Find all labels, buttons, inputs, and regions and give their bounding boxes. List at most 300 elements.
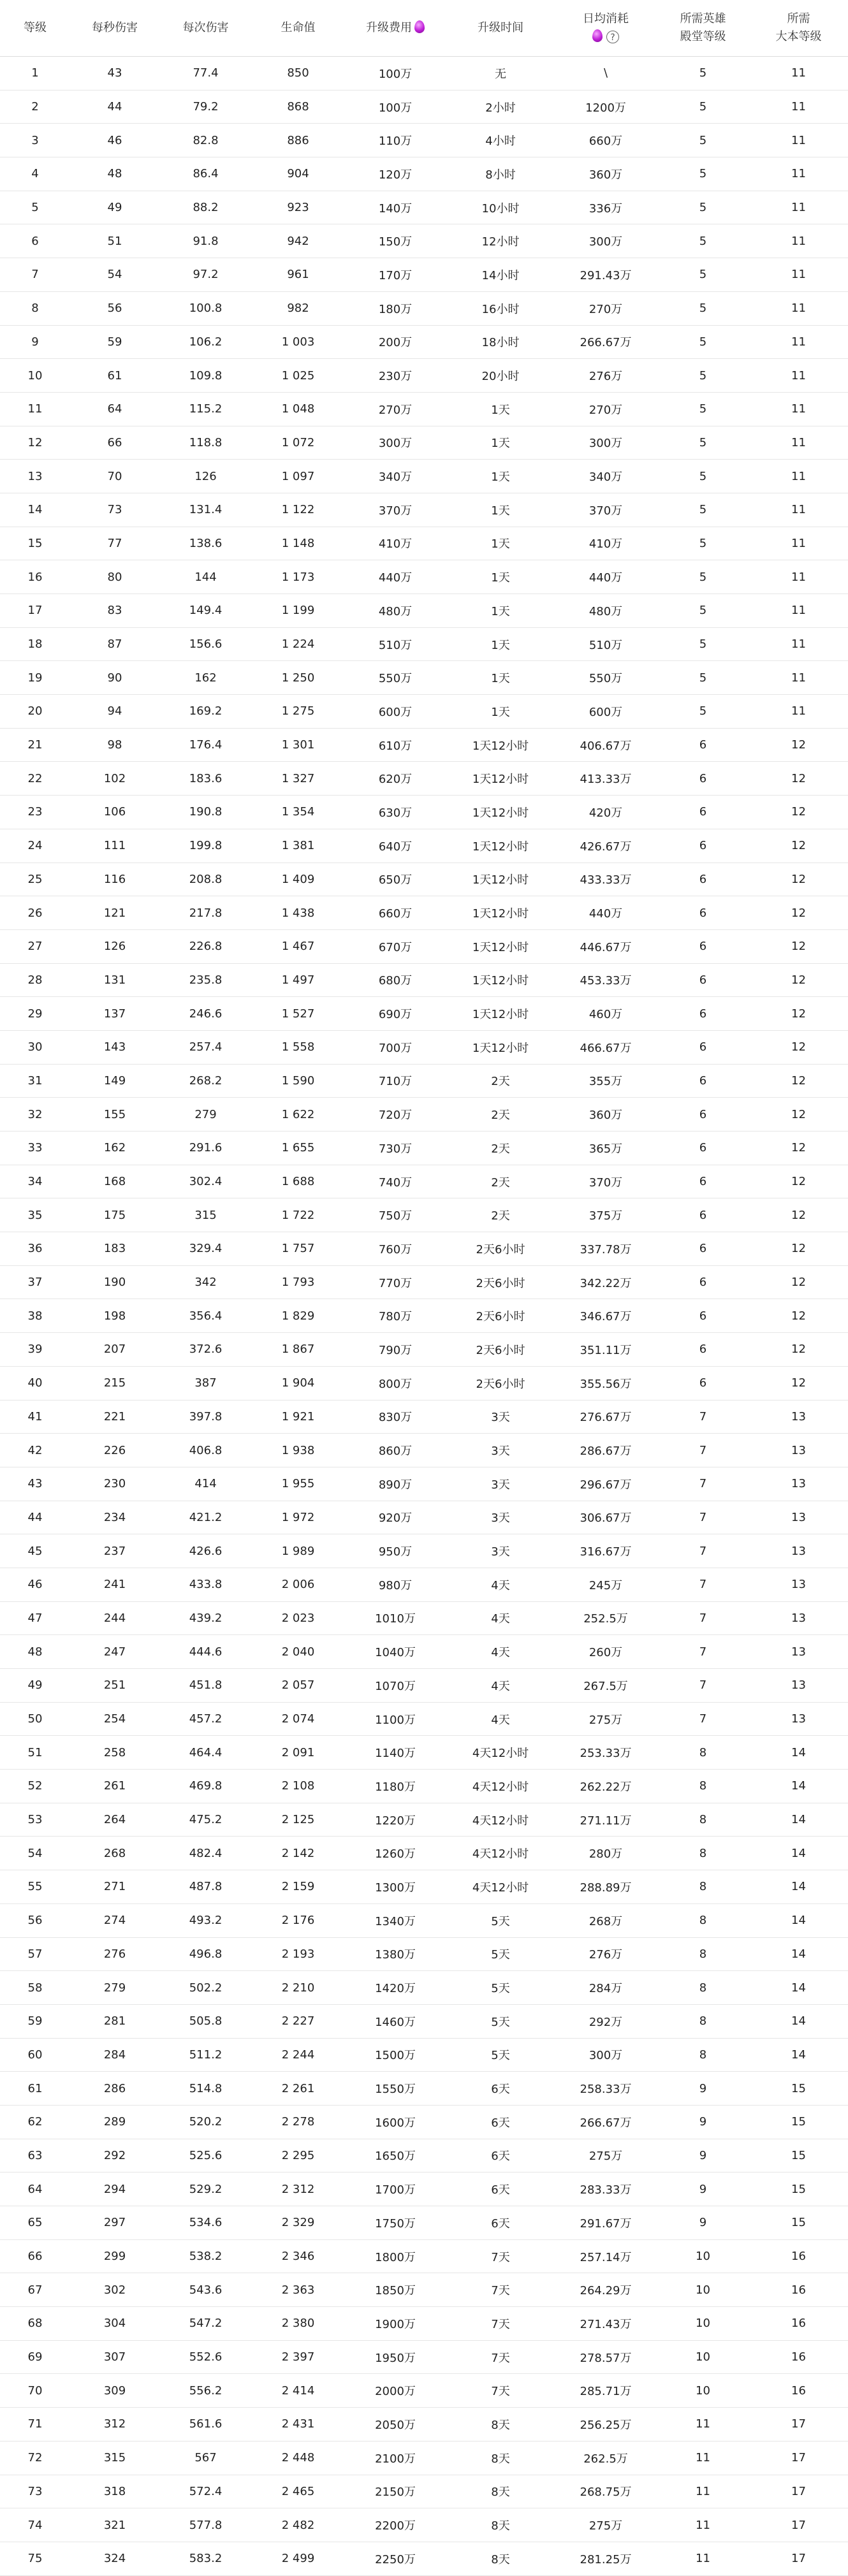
dps-cell: 304 (70, 2307, 159, 2341)
daily-cost-cell: 284万 (555, 1971, 657, 2005)
dps-cell: 116 (70, 862, 159, 896)
upgrade-cost-cell: 680万 (344, 963, 446, 997)
town-hall-cell: 13 (749, 1601, 848, 1635)
town-hall-cell: 13 (749, 1467, 848, 1501)
table-row (0, 157, 848, 191)
table-row (0, 460, 848, 493)
dps-cell: 315 (70, 2441, 159, 2475)
upgrade-cost-cell: 1750万 (344, 2206, 446, 2240)
dps-cell: 244 (70, 1601, 159, 1635)
hitpoints-cell: 1 224 (252, 627, 344, 661)
level-cell: 17 (0, 594, 70, 628)
table-row (0, 90, 848, 124)
daily-cost-cell: 510万 (555, 627, 657, 661)
daily-cost-cell: 360万 (555, 1098, 657, 1132)
upgrade-cost-cell: 510万 (344, 627, 446, 661)
upgrade-cost-cell: 100万 (344, 57, 446, 91)
hero-hall-cell: 5 (657, 460, 749, 493)
daily-cost-cell: 446.67万 (555, 929, 657, 963)
daily-cost-cell: 355万 (555, 1064, 657, 1098)
hitpoints-cell: 2 278 (252, 2105, 344, 2139)
hitpoints-cell: 1 655 (252, 1132, 344, 1165)
town-hall-cell: 13 (749, 1635, 848, 1669)
daily-cost-cell: 337.78万 (555, 1232, 657, 1266)
level-cell: 30 (0, 1030, 70, 1064)
upgrade-time-cell: 1天 (446, 426, 555, 460)
table-row (0, 796, 848, 829)
upgrade-cost-cell: 440万 (344, 560, 446, 594)
daily-cost-cell: 480万 (555, 594, 657, 628)
upgrade-cost-cell: 1550万 (344, 2072, 446, 2106)
hitpoints-cell: 1 558 (252, 1030, 344, 1064)
table-row (0, 1467, 848, 1501)
level-cell: 6 (0, 224, 70, 258)
damage-per-hit-cell: 100.8 (159, 291, 252, 325)
hero-hall-cell: 6 (657, 1198, 749, 1232)
damage-per-hit-cell: 77.4 (159, 57, 252, 91)
daily-cost-cell: 267.5万 (555, 1669, 657, 1703)
town-hall-cell: 11 (749, 460, 848, 493)
upgrade-cost-cell: 700万 (344, 1030, 446, 1064)
dps-cell: 312 (70, 2408, 159, 2441)
table-row (0, 1635, 848, 1669)
hitpoints-cell: 2 346 (252, 2239, 344, 2273)
table-row (0, 1030, 848, 1064)
damage-per-hit-cell: 406.8 (159, 1434, 252, 1467)
upgrade-time-cell: 3天 (446, 1400, 555, 1434)
town-hall-cell: 13 (749, 1568, 848, 1601)
dps-cell: 286 (70, 2072, 159, 2106)
header-hero-hall (657, 0, 749, 57)
dps-cell: 168 (70, 1165, 159, 1198)
table-row (0, 2475, 848, 2508)
level-cell: 58 (0, 1971, 70, 2005)
hitpoints-cell: 2 142 (252, 1837, 344, 1870)
upgrade-cost-cell: 760万 (344, 1232, 446, 1266)
hitpoints-cell: 961 (252, 258, 344, 292)
level-cell: 52 (0, 1770, 70, 1803)
damage-per-hit-cell: 572.4 (159, 2475, 252, 2508)
damage-per-hit-cell: 169.2 (159, 695, 252, 729)
upgrade-time-cell: 8天 (446, 2508, 555, 2542)
table-row (0, 1132, 848, 1165)
upgrade-cost-cell: 660万 (344, 896, 446, 930)
dps-cell: 61 (70, 359, 159, 393)
upgrade-cost-cell: 2000万 (344, 2374, 446, 2408)
daily-cost-cell: 420万 (555, 796, 657, 829)
hero-hall-cell: 11 (657, 2441, 749, 2475)
table-row (0, 594, 848, 628)
town-hall-cell: 12 (749, 929, 848, 963)
daily-cost-cell: 283.33万 (555, 2172, 657, 2206)
table-row (0, 1064, 848, 1098)
dps-cell: 90 (70, 661, 159, 695)
town-hall-cell: 11 (749, 157, 848, 191)
level-cell: 49 (0, 1669, 70, 1703)
level-cell: 67 (0, 2273, 70, 2307)
upgrade-time-cell: 1天12小时 (446, 829, 555, 862)
town-hall-cell: 15 (749, 2206, 848, 2240)
upgrade-cost-cell: 650万 (344, 862, 446, 896)
town-hall-cell: 15 (749, 2072, 848, 2106)
hero-hall-cell: 8 (657, 1736, 749, 1770)
dark-elixir-icon (414, 20, 425, 33)
damage-per-hit-cell: 397.8 (159, 1400, 252, 1434)
table-row (0, 728, 848, 762)
hero-hall-cell: 8 (657, 2038, 749, 2072)
header-hero-hall-line1: 所需英雄 (680, 12, 726, 25)
hero-hall-cell: 6 (657, 1333, 749, 1367)
town-hall-cell: 14 (749, 1837, 848, 1870)
dps-cell: 131 (70, 963, 159, 997)
town-hall-cell: 12 (749, 1165, 848, 1198)
table-row (0, 2340, 848, 2374)
damage-per-hit-cell: 552.6 (159, 2340, 252, 2374)
hero-hall-cell: 6 (657, 1098, 749, 1132)
town-hall-cell: 11 (749, 90, 848, 124)
level-cell: 74 (0, 2508, 70, 2542)
level-cell: 41 (0, 1400, 70, 1434)
table-body (0, 57, 848, 2576)
dps-cell: 237 (70, 1534, 159, 1568)
damage-per-hit-cell: 115.2 (159, 392, 252, 426)
hero-hall-cell: 11 (657, 2475, 749, 2508)
damage-per-hit-cell: 577.8 (159, 2508, 252, 2542)
table-row (0, 1837, 848, 1870)
hitpoints-cell: 1 199 (252, 594, 344, 628)
dps-cell: 49 (70, 191, 159, 224)
hitpoints-cell: 886 (252, 124, 344, 157)
dps-cell: 261 (70, 1770, 159, 1803)
hitpoints-cell: 1 590 (252, 1064, 344, 1098)
upgrade-cost-cell: 1700万 (344, 2172, 446, 2206)
town-hall-cell: 11 (749, 426, 848, 460)
upgrade-cost-cell: 1380万 (344, 1937, 446, 1971)
header-upgrade-time: 升级时间 (446, 0, 555, 57)
dps-cell: 143 (70, 1030, 159, 1064)
hero-hall-cell: 6 (657, 1030, 749, 1064)
damage-per-hit-cell: 156.6 (159, 627, 252, 661)
damage-per-hit-cell: 199.8 (159, 829, 252, 862)
table-row (0, 2239, 848, 2273)
upgrade-cost-cell: 200万 (344, 325, 446, 359)
town-hall-cell: 11 (749, 661, 848, 695)
level-cell: 33 (0, 1132, 70, 1165)
upgrade-time-cell: 4天12小时 (446, 1870, 555, 1904)
upgrade-cost-cell: 120万 (344, 157, 446, 191)
hero-hall-cell: 10 (657, 2307, 749, 2341)
upgrade-time-cell: 1天 (446, 695, 555, 729)
hitpoints-cell: 1 904 (252, 1366, 344, 1400)
daily-cost-cell: 600万 (555, 695, 657, 729)
town-hall-cell: 13 (749, 1534, 848, 1568)
upgrade-time-cell: 6天 (446, 2105, 555, 2139)
hitpoints-cell: 1 972 (252, 1501, 344, 1534)
daily-cost-cell: 453.33万 (555, 963, 657, 997)
hitpoints-cell: 1 622 (252, 1098, 344, 1132)
upgrade-cost-cell: 1420万 (344, 1971, 446, 2005)
dark-elixir-icon (592, 29, 603, 42)
level-cell: 32 (0, 1098, 70, 1132)
upgrade-cost-cell: 1900万 (344, 2307, 446, 2341)
table-row (0, 1232, 848, 1266)
upgrade-time-cell: 2天 (446, 1098, 555, 1132)
daily-cost-cell: 281.25万 (555, 2542, 657, 2575)
town-hall-cell: 12 (749, 896, 848, 930)
upgrade-time-cell: 5天 (446, 2038, 555, 2072)
upgrade-cost-cell: 770万 (344, 1265, 446, 1299)
damage-per-hit-cell: 97.2 (159, 258, 252, 292)
upgrade-cost-cell: 720万 (344, 1098, 446, 1132)
daily-cost-cell: 466.67万 (555, 1030, 657, 1064)
hitpoints-cell: 2 074 (252, 1702, 344, 1736)
upgrade-cost-cell: 690万 (344, 997, 446, 1031)
dps-cell: 56 (70, 291, 159, 325)
damage-per-hit-cell: 487.8 (159, 1870, 252, 1904)
upgrade-cost-cell: 1650万 (344, 2139, 446, 2172)
town-hall-cell: 16 (749, 2273, 848, 2307)
hitpoints-cell: 2 023 (252, 1601, 344, 1635)
damage-per-hit-cell: 444.6 (159, 1635, 252, 1669)
town-hall-cell: 15 (749, 2139, 848, 2172)
upgrade-time-cell: 2天 (446, 1165, 555, 1198)
damage-per-hit-cell: 529.2 (159, 2172, 252, 2206)
hitpoints-cell: 1 275 (252, 695, 344, 729)
table-row (0, 2273, 848, 2307)
level-cell: 69 (0, 2340, 70, 2374)
dps-cell: 302 (70, 2273, 159, 2307)
level-cell: 14 (0, 493, 70, 527)
hitpoints-cell: 2 431 (252, 2408, 344, 2441)
town-hall-cell: 14 (749, 2038, 848, 2072)
hero-hall-cell: 7 (657, 1400, 749, 1434)
hero-hall-cell: 6 (657, 1132, 749, 1165)
hero-hall-cell: 5 (657, 527, 749, 560)
town-hall-cell: 16 (749, 2239, 848, 2273)
upgrade-time-cell: 4天 (446, 1635, 555, 1669)
dps-cell: 48 (70, 157, 159, 191)
damage-per-hit-cell: 82.8 (159, 124, 252, 157)
table-row (0, 1601, 848, 1635)
upgrade-time-cell: 2天 (446, 1064, 555, 1098)
table-row (0, 359, 848, 393)
level-cell: 15 (0, 527, 70, 560)
damage-per-hit-cell: 118.8 (159, 426, 252, 460)
hero-hall-cell: 6 (657, 1366, 749, 1400)
town-hall-cell: 16 (749, 2374, 848, 2408)
table-row (0, 1366, 848, 1400)
damage-per-hit-cell: 315 (159, 1198, 252, 1232)
damage-per-hit-cell: 329.4 (159, 1232, 252, 1266)
level-cell: 5 (0, 191, 70, 224)
damage-per-hit-cell: 426.6 (159, 1534, 252, 1568)
town-hall-cell: 12 (749, 1064, 848, 1098)
upgrade-time-cell: 1天12小时 (446, 929, 555, 963)
level-cell: 7 (0, 258, 70, 292)
town-hall-cell: 12 (749, 1366, 848, 1400)
daily-cost-cell: 292万 (555, 2004, 657, 2038)
hero-hall-cell: 8 (657, 1971, 749, 2005)
hitpoints-cell: 2 040 (252, 1635, 344, 1669)
hitpoints-cell: 2 465 (252, 2475, 344, 2508)
dps-cell: 94 (70, 695, 159, 729)
upgrade-cost-cell: 2250万 (344, 2542, 446, 2575)
header-town-hall-line1: 所需 (787, 12, 810, 25)
daily-cost-cell: 291.43万 (555, 258, 657, 292)
hero-hall-cell: 6 (657, 1064, 749, 1098)
table-row (0, 1198, 848, 1232)
table-row (0, 392, 848, 426)
town-hall-cell: 11 (749, 627, 848, 661)
damage-per-hit-cell: 439.2 (159, 1601, 252, 1635)
daily-cost-cell: 316.67万 (555, 1534, 657, 1568)
hitpoints-cell: 1 327 (252, 762, 344, 796)
upgrade-time-cell: 7天 (446, 2307, 555, 2341)
town-hall-cell: 12 (749, 1098, 848, 1132)
hero-hall-cell: 7 (657, 1635, 749, 1669)
level-cell: 34 (0, 1165, 70, 1198)
table-row (0, 1971, 848, 2005)
damage-per-hit-cell: 583.2 (159, 2542, 252, 2575)
daily-cost-cell: 360万 (555, 157, 657, 191)
daily-cost-cell: 300万 (555, 2038, 657, 2072)
upgrade-cost-cell: 230万 (344, 359, 446, 393)
damage-per-hit-cell: 543.6 (159, 2273, 252, 2307)
damage-per-hit-cell: 534.6 (159, 2206, 252, 2240)
hitpoints-cell: 2 227 (252, 2004, 344, 2038)
daily-cost-cell: 370万 (555, 493, 657, 527)
table-row (0, 1534, 848, 1568)
hitpoints-cell: 942 (252, 224, 344, 258)
dps-cell: 279 (70, 1971, 159, 2005)
daily-cost-cell: 262.22万 (555, 1770, 657, 1803)
town-hall-cell: 14 (749, 1937, 848, 1971)
table-row (0, 1669, 848, 1703)
town-hall-cell: 15 (749, 2172, 848, 2206)
hero-hall-cell: 7 (657, 1601, 749, 1635)
header-daily-cost-label: 日均消耗 (583, 12, 629, 25)
table-row (0, 2374, 848, 2408)
upgrade-time-cell: 2天6小时 (446, 1333, 555, 1367)
damage-per-hit-cell: 475.2 (159, 1803, 252, 1837)
damage-per-hit-cell: 387 (159, 1366, 252, 1400)
town-hall-cell: 14 (749, 1971, 848, 2005)
upgrade-time-cell: 1天 (446, 560, 555, 594)
town-hall-cell: 11 (749, 493, 848, 527)
upgrade-time-cell: 5天 (446, 2004, 555, 2038)
table-row (0, 527, 848, 560)
upgrade-cost-cell: 2150万 (344, 2475, 446, 2508)
upgrade-time-cell: 2天 (446, 1132, 555, 1165)
question-icon[interactable]: ? (606, 31, 619, 43)
level-cell: 35 (0, 1198, 70, 1232)
level-cell: 23 (0, 796, 70, 829)
town-hall-cell: 14 (749, 1870, 848, 1904)
town-hall-cell: 16 (749, 2307, 848, 2341)
table-row (0, 2542, 848, 2575)
upgrade-time-cell: 5天 (446, 1971, 555, 2005)
dps-cell: 321 (70, 2508, 159, 2542)
upgrade-time-cell: 8小时 (446, 157, 555, 191)
header-damage-per-hit: 每次伤害 (159, 0, 252, 57)
level-cell: 39 (0, 1333, 70, 1367)
town-hall-cell: 11 (749, 191, 848, 224)
level-cell: 73 (0, 2475, 70, 2508)
upgrade-cost-cell: 370万 (344, 493, 446, 527)
hitpoints-cell: 923 (252, 191, 344, 224)
town-hall-cell: 12 (749, 1232, 848, 1266)
hero-hall-cell: 8 (657, 2004, 749, 2038)
damage-per-hit-cell: 421.2 (159, 1501, 252, 1534)
table-row (0, 2105, 848, 2139)
upgrade-time-cell: 1天 (446, 392, 555, 426)
hero-hall-cell: 9 (657, 2105, 749, 2139)
hitpoints-cell: 1 497 (252, 963, 344, 997)
daily-cost-cell: 426.67万 (555, 829, 657, 862)
upgrade-cost-cell: 1140万 (344, 1736, 446, 1770)
dps-cell: 309 (70, 2374, 159, 2408)
damage-per-hit-cell: 268.2 (159, 1064, 252, 1098)
dps-cell: 284 (70, 2038, 159, 2072)
upgrade-cost-cell: 860万 (344, 1434, 446, 1467)
hero-hall-cell: 7 (657, 1534, 749, 1568)
damage-per-hit-cell: 257.4 (159, 1030, 252, 1064)
town-hall-cell: 14 (749, 1770, 848, 1803)
dps-cell: 226 (70, 1434, 159, 1467)
town-hall-cell: 12 (749, 1265, 848, 1299)
upgrade-time-cell: 4天 (446, 1669, 555, 1703)
dps-cell: 121 (70, 896, 159, 930)
daily-cost-cell: 264.29万 (555, 2273, 657, 2307)
hitpoints-cell: 1 354 (252, 796, 344, 829)
hero-hall-cell: 5 (657, 224, 749, 258)
dps-cell: 297 (70, 2206, 159, 2240)
damage-per-hit-cell: 433.8 (159, 1568, 252, 1601)
upgrade-time-cell: 3天 (446, 1501, 555, 1534)
table-row (0, 1434, 848, 1467)
hitpoints-cell: 1 025 (252, 359, 344, 393)
daily-cost-cell: 1200万 (555, 90, 657, 124)
level-cell: 57 (0, 1937, 70, 1971)
town-hall-cell: 12 (749, 728, 848, 762)
table-row (0, 191, 848, 224)
hitpoints-cell: 1 757 (252, 1232, 344, 1266)
dps-cell: 102 (70, 762, 159, 796)
upgrade-time-cell: 4天12小时 (446, 1837, 555, 1870)
hitpoints-cell: 1 688 (252, 1165, 344, 1198)
hitpoints-cell: 1 955 (252, 1467, 344, 1501)
table-row (0, 2172, 848, 2206)
dps-cell: 289 (70, 2105, 159, 2139)
table-row (0, 1937, 848, 1971)
daily-cost-cell: 268万 (555, 1903, 657, 1937)
dps-cell: 294 (70, 2172, 159, 2206)
hero-hall-cell: 7 (657, 1568, 749, 1601)
dps-cell: 230 (70, 1467, 159, 1501)
hero-hall-cell: 11 (657, 2408, 749, 2441)
dps-cell: 87 (70, 627, 159, 661)
level-cell: 8 (0, 291, 70, 325)
dps-cell: 51 (70, 224, 159, 258)
daily-cost-cell: 342.22万 (555, 1265, 657, 1299)
upgrade-time-cell: 8天 (446, 2408, 555, 2441)
town-hall-cell: 11 (749, 527, 848, 560)
hitpoints-cell: 2 499 (252, 2542, 344, 2575)
upgrade-time-cell: 20小时 (446, 359, 555, 393)
dps-cell: 190 (70, 1265, 159, 1299)
upgrade-time-cell: 2天6小时 (446, 1232, 555, 1266)
daily-cost-cell: 286.67万 (555, 1434, 657, 1467)
